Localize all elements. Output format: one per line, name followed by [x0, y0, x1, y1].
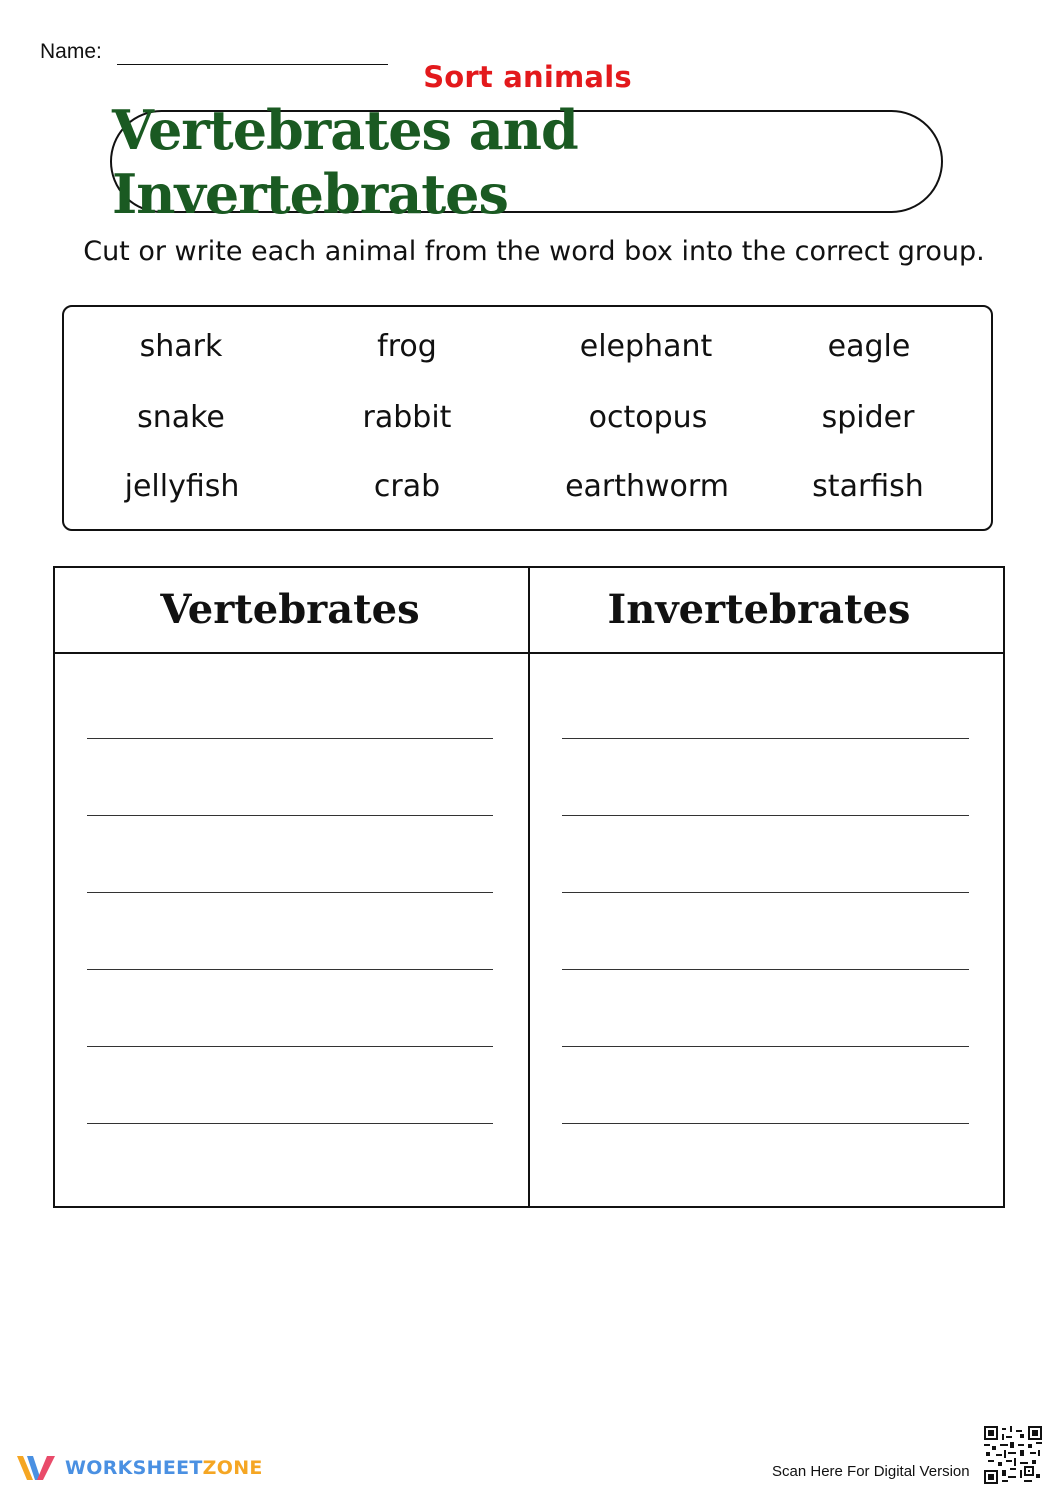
word-item: shark	[139, 329, 223, 364]
brand-name-part2: ZONE	[202, 1457, 263, 1479]
vertebrates-answer-line[interactable]	[87, 969, 493, 970]
worksheetzone-logo[interactable]	[15, 1452, 263, 1484]
invertebrates-answer-line[interactable]	[562, 738, 969, 739]
column-divider	[528, 568, 530, 1206]
worksheetzone-logo-icon	[15, 1452, 59, 1484]
word-item: starfish	[812, 469, 924, 504]
word-box	[62, 305, 993, 531]
word-item: rabbit	[362, 400, 452, 435]
word-item: spider	[821, 400, 915, 435]
word-item: snake	[137, 400, 225, 435]
sort-table	[53, 566, 1005, 1208]
invertebrates-answer-line[interactable]	[562, 892, 969, 893]
word-item: jellyfish	[124, 469, 240, 504]
brand-name	[65, 1457, 263, 1479]
vertebrates-answer-line[interactable]	[87, 892, 493, 893]
page-title: Vertebrates and Invertebrates	[112, 97, 578, 226]
word-item: octopus	[588, 400, 708, 435]
vertebrates-answer-line[interactable]	[87, 815, 493, 816]
column-header-invertebrates: Invertebrates	[607, 586, 911, 633]
brand-name-part1: WORKSHEET	[65, 1457, 203, 1479]
invertebrates-answer-line[interactable]	[562, 1046, 969, 1047]
title-banner	[110, 97, 943, 226]
invertebrates-answer-line[interactable]	[562, 969, 969, 970]
name-label: Name:	[40, 40, 102, 63]
vertebrates-answer-line[interactable]	[87, 1123, 493, 1124]
word-item: elephant	[579, 329, 713, 364]
word-item: crab	[373, 469, 441, 504]
word-item: frog	[377, 329, 437, 364]
scan-instruction: Scan Here For Digital Version	[772, 1463, 970, 1480]
word-item: eagle	[827, 329, 911, 364]
vertebrates-answer-line[interactable]	[87, 1046, 493, 1047]
word-item: earthworm	[565, 469, 729, 504]
invertebrates-answer-line[interactable]	[562, 815, 969, 816]
vertebrates-answer-line[interactable]	[87, 738, 493, 739]
header-divider	[55, 652, 1003, 654]
qr-code-icon[interactable]	[984, 1426, 1042, 1484]
invertebrates-answer-line[interactable]	[562, 1123, 969, 1124]
instructions: Cut or write each animal from the word box into the correct group.	[83, 236, 985, 267]
subtitle: Sort animals	[423, 60, 632, 94]
column-header-vertebrates: Vertebrates	[160, 586, 420, 633]
